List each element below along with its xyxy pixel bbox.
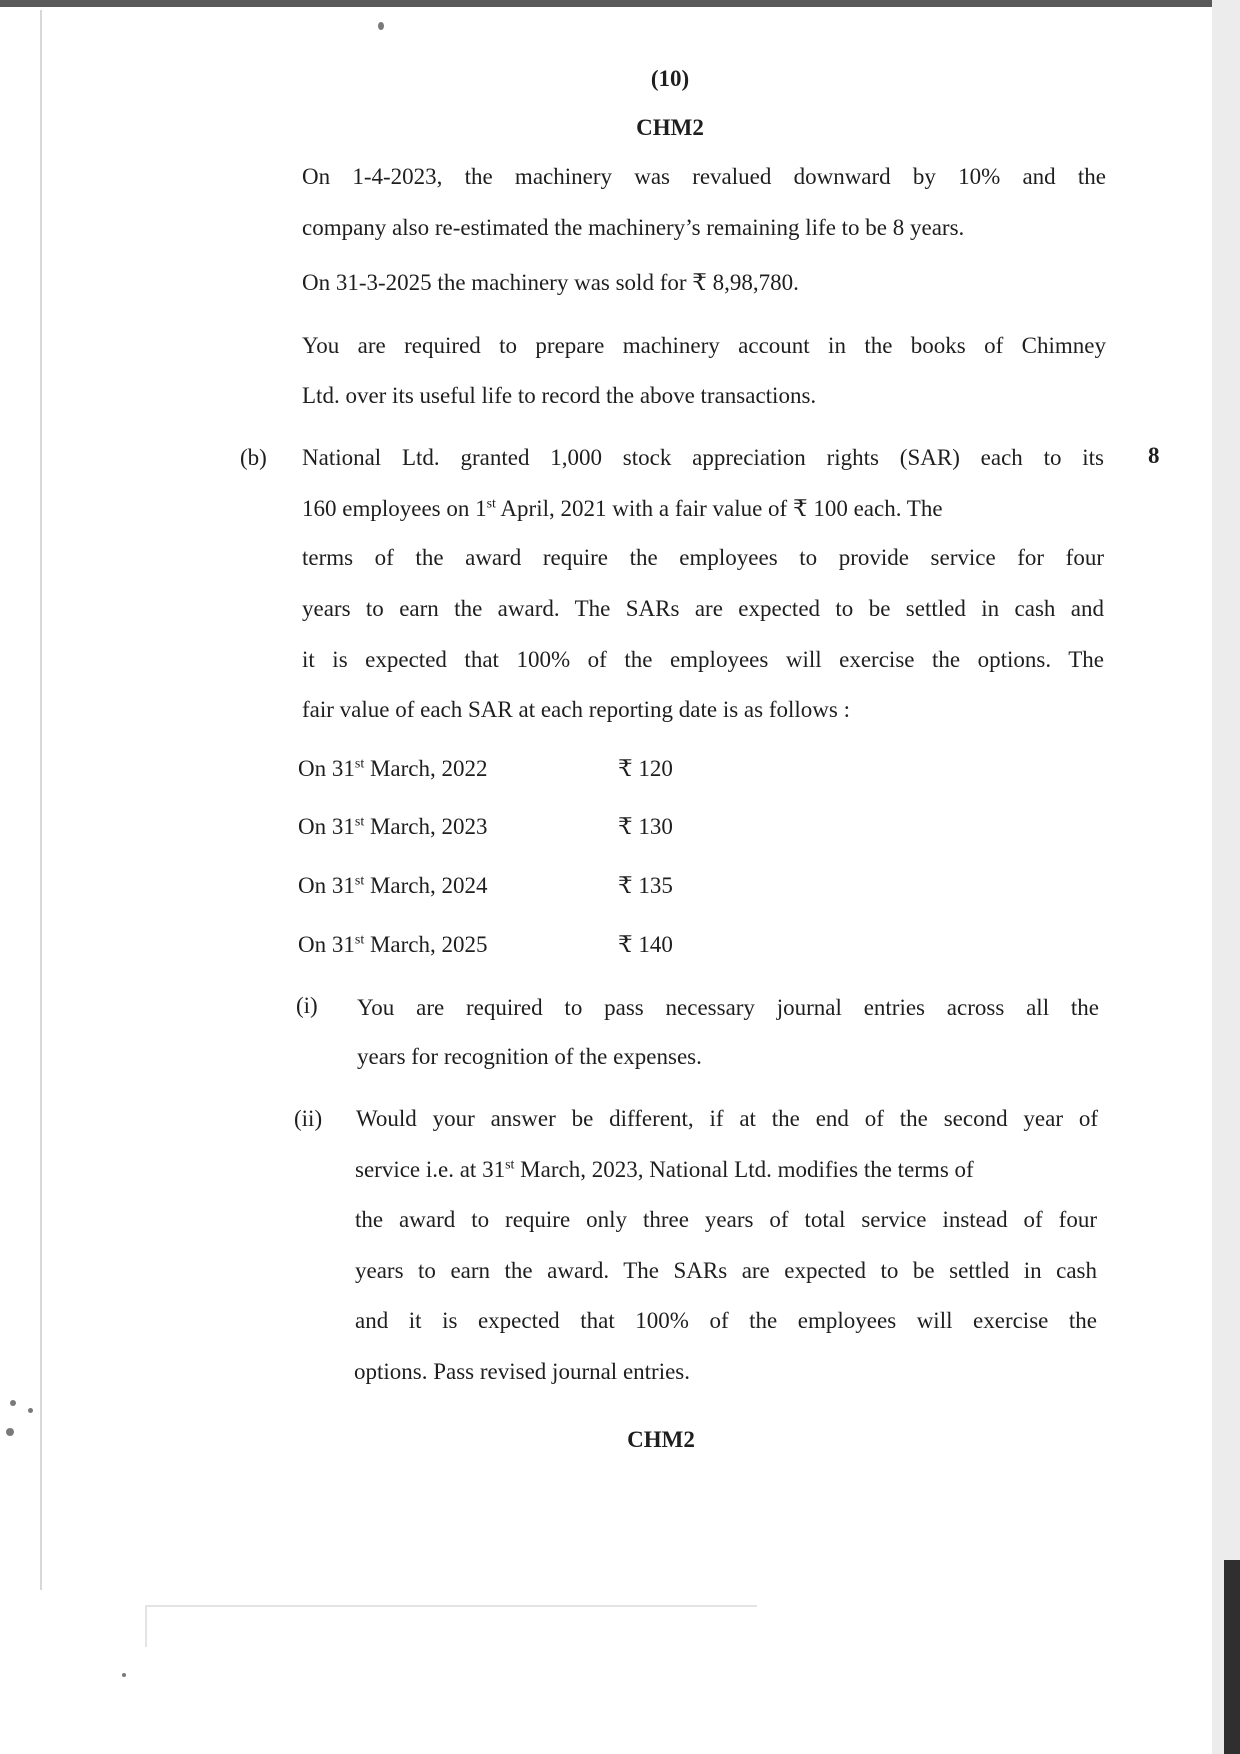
sub-i-line-2: years for recognition of the expenses. bbox=[357, 1044, 702, 1069]
fair-value-date bbox=[298, 754, 488, 784]
part-b-line-2-start: 160 employees on 1 bbox=[302, 496, 487, 521]
ordinal-suffix: st bbox=[354, 873, 365, 889]
ordinal-suffix: st bbox=[354, 932, 365, 948]
scan-edge-top bbox=[0, 0, 1212, 7]
part-a-line-2: company also re-estimated the machinery’s remaining life to be 8 years. bbox=[302, 215, 965, 240]
fair-value-amount: ₹ 135 bbox=[618, 873, 673, 898]
scan-shadow-right bbox=[1224, 1560, 1240, 1754]
scan-edge-left bbox=[40, 10, 42, 1590]
scan-speck bbox=[378, 22, 384, 30]
sub-ii-label: (ii) bbox=[294, 1106, 323, 1131]
date-prefix: On 31 bbox=[298, 814, 355, 839]
part-a-line-1: On 1-4-2023, the machinery was revalued downward by 10% and the bbox=[302, 164, 1106, 189]
scan-speck bbox=[122, 1673, 126, 1677]
sub-ii-line-2 bbox=[355, 1155, 974, 1185]
fair-value-date bbox=[298, 812, 488, 842]
date-prefix: On 31 bbox=[298, 932, 355, 957]
paper-code-header: CHM2 bbox=[636, 115, 704, 140]
part-b-line-1: National Ltd. granted 1,000 stock appreciation rights (SAR) each to its bbox=[302, 445, 1104, 470]
part-b-line-2 bbox=[302, 494, 943, 524]
part-a-line-3: On 31-3-2025 the machinery was sold for ₹ 8,98,780. bbox=[302, 270, 799, 295]
date-text: March, 2022 bbox=[364, 756, 488, 781]
part-b-line-3: terms of the award require the employees to provide service for four bbox=[302, 545, 1104, 570]
sub-ii-line-5: and it is expected that 100% of the employees will exercise the bbox=[355, 1308, 1097, 1333]
date-text: March, 2024 bbox=[364, 873, 488, 898]
date-text: March, 2025 bbox=[364, 932, 488, 957]
ordinal-suffix: st bbox=[354, 814, 365, 830]
scan-ghost-box bbox=[145, 1605, 757, 1647]
fair-value-amount: ₹ 140 bbox=[618, 932, 673, 957]
sub-ii-line-3: the award to require only three years of total service instead of four bbox=[355, 1207, 1097, 1232]
fair-value-date bbox=[298, 930, 488, 960]
sub-i-label: (i) bbox=[296, 993, 318, 1018]
date-prefix: On 31 bbox=[298, 873, 355, 898]
date-prefix: On 31 bbox=[298, 756, 355, 781]
paper-code-footer: CHM2 bbox=[627, 1427, 695, 1452]
part-b-line-4: years to earn the award. The SARs are expected to be settled in cash and bbox=[302, 596, 1104, 621]
date-text: March, 2023 bbox=[364, 814, 488, 839]
part-a-line-5: Ltd. over its useful life to record the above transactions. bbox=[302, 383, 817, 408]
part-b-label: (b) bbox=[240, 445, 267, 470]
fair-value-amount: ₹ 130 bbox=[618, 814, 673, 839]
ordinal-suffix: st bbox=[505, 1157, 515, 1173]
ordinal-suffix: st bbox=[354, 756, 365, 772]
part-a-line-4: You are required to prepare machinery account in the books of Chimney bbox=[302, 333, 1106, 358]
sub-ii-line-2-start: service i.e. at 31 bbox=[355, 1157, 506, 1182]
page-number: (10) bbox=[650, 66, 690, 91]
sub-ii-line-1: Would your answer be different, if at the end of the second year of bbox=[356, 1106, 1098, 1131]
part-b-line-5: it is expected that 100% of the employees will exercise the options. The bbox=[302, 647, 1104, 672]
sub-ii-line-4: years to earn the award. The SARs are expected to be settled in cash bbox=[355, 1258, 1097, 1283]
scan-speck bbox=[28, 1408, 33, 1413]
fair-value-amount: ₹ 120 bbox=[618, 756, 673, 781]
sub-i-line-1: You are required to pass necessary journal entries across all the bbox=[357, 995, 1099, 1020]
part-b-marks: 8 bbox=[1148, 443, 1160, 468]
part-b-line-6: fair value of each SAR at each reporting date is as follows : bbox=[302, 697, 850, 722]
fair-value-date bbox=[298, 871, 488, 901]
sub-ii-line-2-end: March, 2023, National Ltd. modifies the terms of bbox=[514, 1157, 974, 1182]
scan-speck bbox=[10, 1400, 16, 1406]
part-b-line-2-end: April, 2021 with a fair value of ₹ 100 each. The bbox=[495, 496, 943, 521]
scan-edge-right bbox=[1212, 0, 1240, 1754]
ordinal-suffix: st bbox=[486, 496, 496, 512]
sub-ii-line-6: options. Pass revised journal entries. bbox=[354, 1359, 691, 1384]
